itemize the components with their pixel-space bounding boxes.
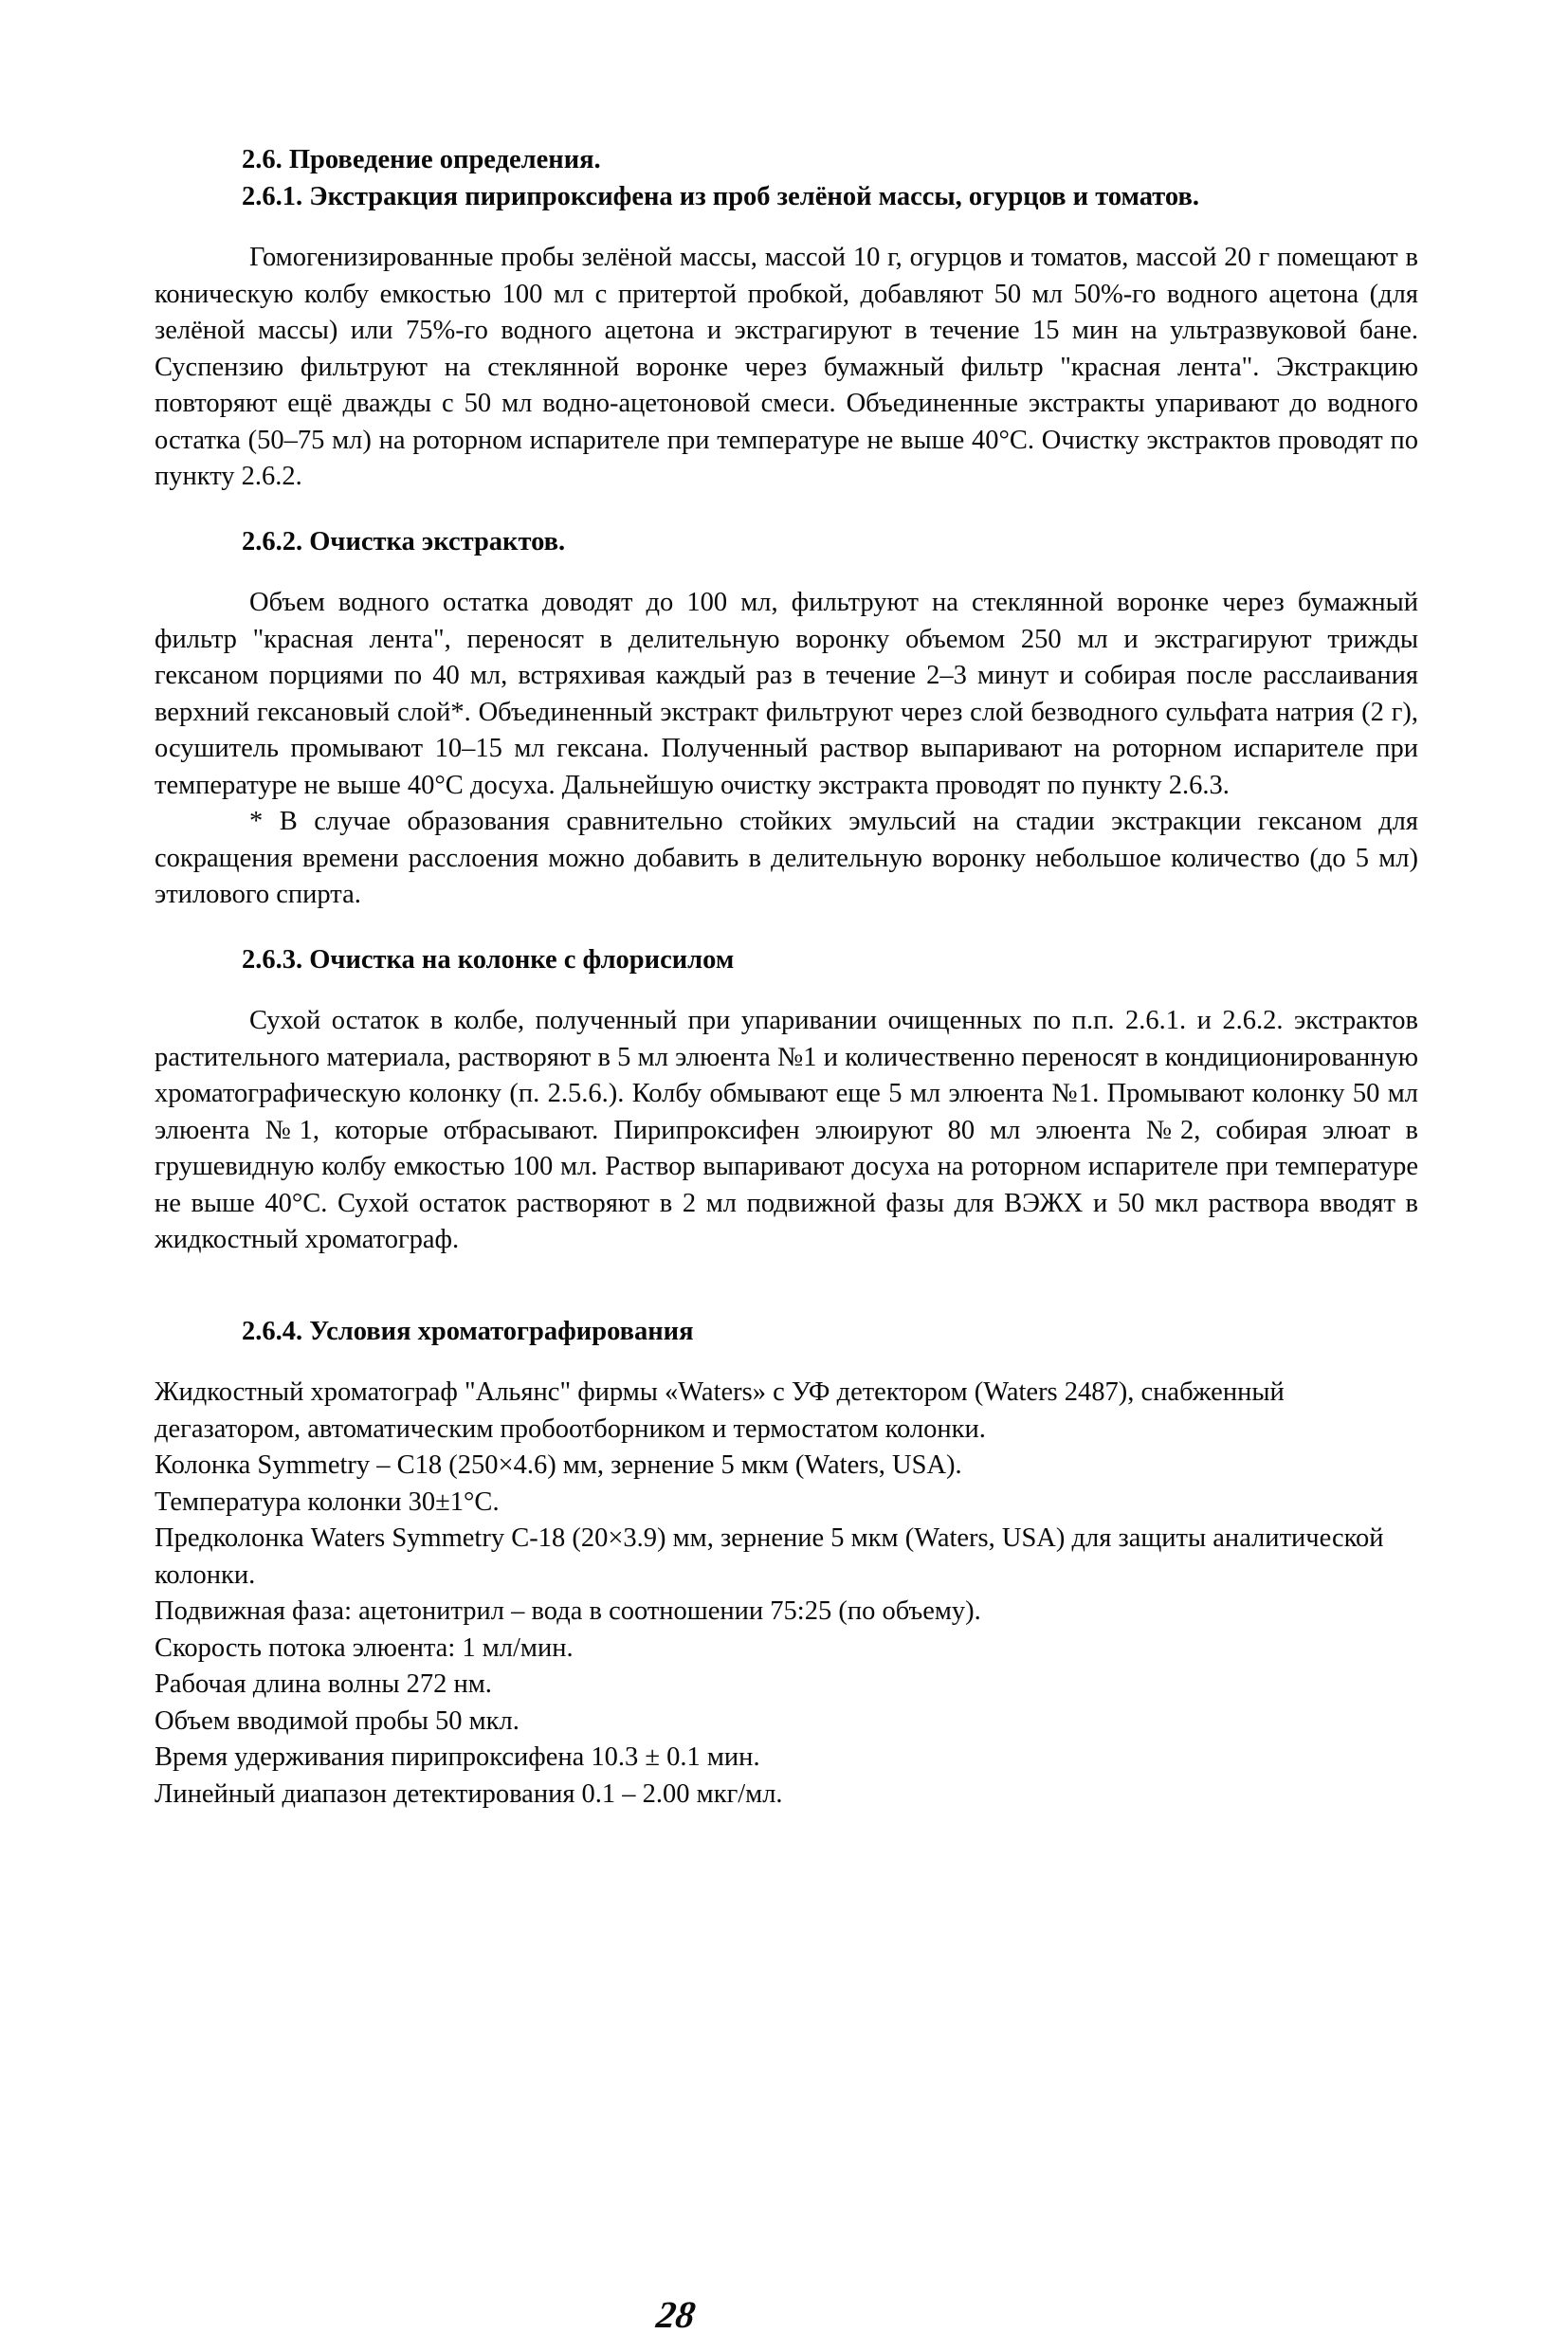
condition-item: Время удерживания пирипроксифена 10.3 ± 0.1 мин. bbox=[155, 1742, 760, 1772]
paragraph-2-6-2: Объем водного остатка доводят до 100 мл, фильтруют на стеклянной воронке через бумажный фильтр "красная лента", переносят в делительную воронку объемом 250 мл и экстрагируют трижды гексаном порциями по 40 мл, встряхивая каждый раз в течение 2–3 минут и собирая после расслаивания верхний гексановый слой*. Объединенный экстракт фильтруют через слой безводного сульфата натрия (2 г), осушитель промывают 10–15 мл гексана. Полученный раствор выпаривают на роторном испарителе при температуре не выше 40°C досуха. Дальнейшую очистку экстракта проводят по пункту 2.6.3. bbox=[155, 588, 1418, 800]
conditions-list bbox=[155, 1375, 1418, 1813]
condition-item: Подвижная фаза: ацетонитрил – вода в соотношении 75:25 (по объему). bbox=[155, 1596, 981, 1626]
condition-item: Линейный диапазон детектирования 0.1 – 2.00 мкг/мл. bbox=[155, 1778, 783, 1809]
page-content bbox=[155, 142, 1418, 1813]
subsection-title-2-6-1: 2.6.1. Экстракция пирипроксифена из проб зелёной массы, огурцов и томатов. bbox=[242, 181, 1199, 211]
condition-item: Скорость потока элюента: 1 мл/мин. bbox=[155, 1632, 574, 1663]
condition-item: Рабочая длина волны 272 нм. bbox=[155, 1669, 492, 1699]
page-number: 28 bbox=[653, 2293, 699, 2336]
subsection-title-2-6-3: 2.6.3. Очистка на колонке с флорисилом bbox=[242, 944, 735, 975]
subsection-title-2-6-2: 2.6.2. Очистка экстрактов. bbox=[242, 526, 566, 556]
paragraph-2-6-3: Сухой остаток в колбе, полученный при упаривании очищенных по п.п. 2.6.1. и 2.6.2. экстрактов растительного материала, растворяют в 5 мл элюента №1 и количественно переносят в кондиционированную хроматографическую колонку (п. 2.5.6.). Колбу обмывают еще 5 мл элюента №1. Промывают колонку 50 мл элюента №1, которые отбрасывают. Пирипроксифен элюируют 80 мл элюента №2, собирая элюат в грушевидную колбу емкостью 100 мл. Раствор выпаривают досуха на роторном испарителе при температуре не выше 40°C. Сухой остаток растворяют в 2 мл подвижной фазы для ВЭЖХ и 50 мкл раствора вводят в жидкостный хроматограф. bbox=[155, 1006, 1418, 1254]
subsection-title-2-6-4: 2.6.4. Условия хроматографирования bbox=[242, 1316, 694, 1346]
condition-item: Объем вводимой пробы 50 мкл. bbox=[155, 1705, 520, 1736]
condition-item: Жидкостный хроматограф "Альянс" фирмы «Waters» с УФ детектором (Waters 2487), снабженный дегазатором, автоматическим пробоотборником и термостатом колонки. bbox=[155, 1377, 1285, 1444]
footnote-2-6-2: * В случае образования сравнительно стойких эмульсий на стадии экстракции гексаном для сокращения времени расслоения можно добавить в делительную воронку небольшое количество (до 5 мл) этилового спирта. bbox=[155, 807, 1418, 909]
condition-item: Колонка Symmetry – C18 (250×4.6) мм, зернение 5 мкм (Waters, USA). bbox=[155, 1450, 962, 1480]
condition-item: Температура колонки 30±1°C. bbox=[155, 1486, 500, 1517]
condition-item: Предколонка Waters Symmetry C-18 (20×3.9) мм, зернение 5 мкм (Waters, USA) для защиты аналитической колонки. bbox=[155, 1523, 1384, 1590]
paragraph-2-6-1: Гомогенизированные пробы зелёной массы, массой 10 г, огурцов и томатов, массой 20 г помещают в коническую колбу емкостью 100 мл с притертой пробкой, добавляют 50 мл 50%-го водного ацетона (для зелёной массы) или 75%-го водного ацетона и экстрагируют в течение 15 мин на ультразвуковой бане. Суспензию фильтруют на стеклянной воронке через бумажный фильтр "красная лента". Экстракцию повторяют ещё дважды с 50 мл водно-ацетоновой смеси. Объединенные экстракты упаривают до водного остатка (50–75 мл) на роторном испарителе при температуре не выше 40°C. Очистку экстрактов проводят по пункту 2.6.2. bbox=[155, 243, 1418, 491]
section-title: 2.6. Проведение определения. bbox=[242, 145, 601, 174]
